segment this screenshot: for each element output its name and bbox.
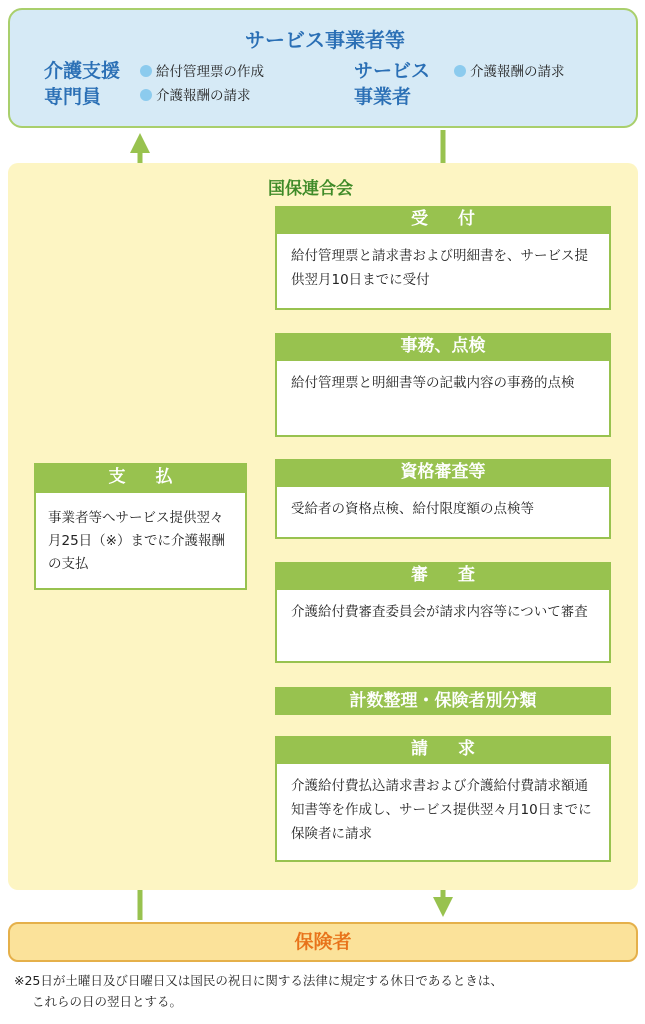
step-review-body: 介護給付費審査委員会が請求内容等について審査	[275, 588, 611, 663]
step-eligibility-body: 受給者の資格点検、給付限度額の点検等	[275, 485, 611, 539]
footnote	[14, 970, 639, 1012]
service-provider-box	[8, 8, 638, 128]
care-manager-label: 介護支援 専門員	[44, 60, 121, 108]
step-sorting-header: 計数整理・保険者別分類	[275, 687, 611, 715]
step-check-body: 給付管理票と明細書等の記載内容の事務的点検	[275, 359, 611, 437]
provider-title: サービス事業者等	[245, 28, 405, 52]
step-billing-body: 介護給付費払込請求書および介護給付費請求額通知書等を作成し、サービス提供翌々月10日までに保険者に請求	[275, 762, 611, 862]
footnote-line2: これらの日の翌日とする。	[32, 994, 183, 1009]
footnote-line1: ※25日が土曜日及び日曜日又は国民の祝日に関する法律に規定する休日であるときは、	[14, 973, 503, 988]
care-manager-task: 給付管理票の作成	[140, 60, 264, 84]
service-provider-label: サービス 事業者	[354, 60, 431, 108]
care-manager-task: 介護報酬の請求	[140, 84, 251, 108]
step-eligibility-header: 資格審査等	[275, 459, 611, 485]
bullet-icon	[140, 89, 152, 101]
step-check-header: 事務、点検	[275, 333, 611, 359]
bullet-icon	[140, 65, 152, 77]
payment-body: 事業者等へサービス提供翌々月25日（※）までに介護報酬の支払	[34, 491, 247, 590]
step-reception-body: 給付管理票と請求書および明細書を、サービス提供翌月10日までに受付	[275, 232, 611, 310]
federation-title: 国保連合会	[268, 179, 353, 199]
insurer-box: 保険者	[8, 922, 638, 962]
bullet-icon	[454, 65, 466, 77]
step-reception-header: 受付	[275, 206, 611, 232]
step-review-header: 審査	[275, 562, 611, 588]
service-provider-task: 介護報酬の請求	[454, 60, 565, 84]
payment-header: 支払	[34, 463, 247, 491]
step-billing-header: 請求	[275, 736, 611, 762]
